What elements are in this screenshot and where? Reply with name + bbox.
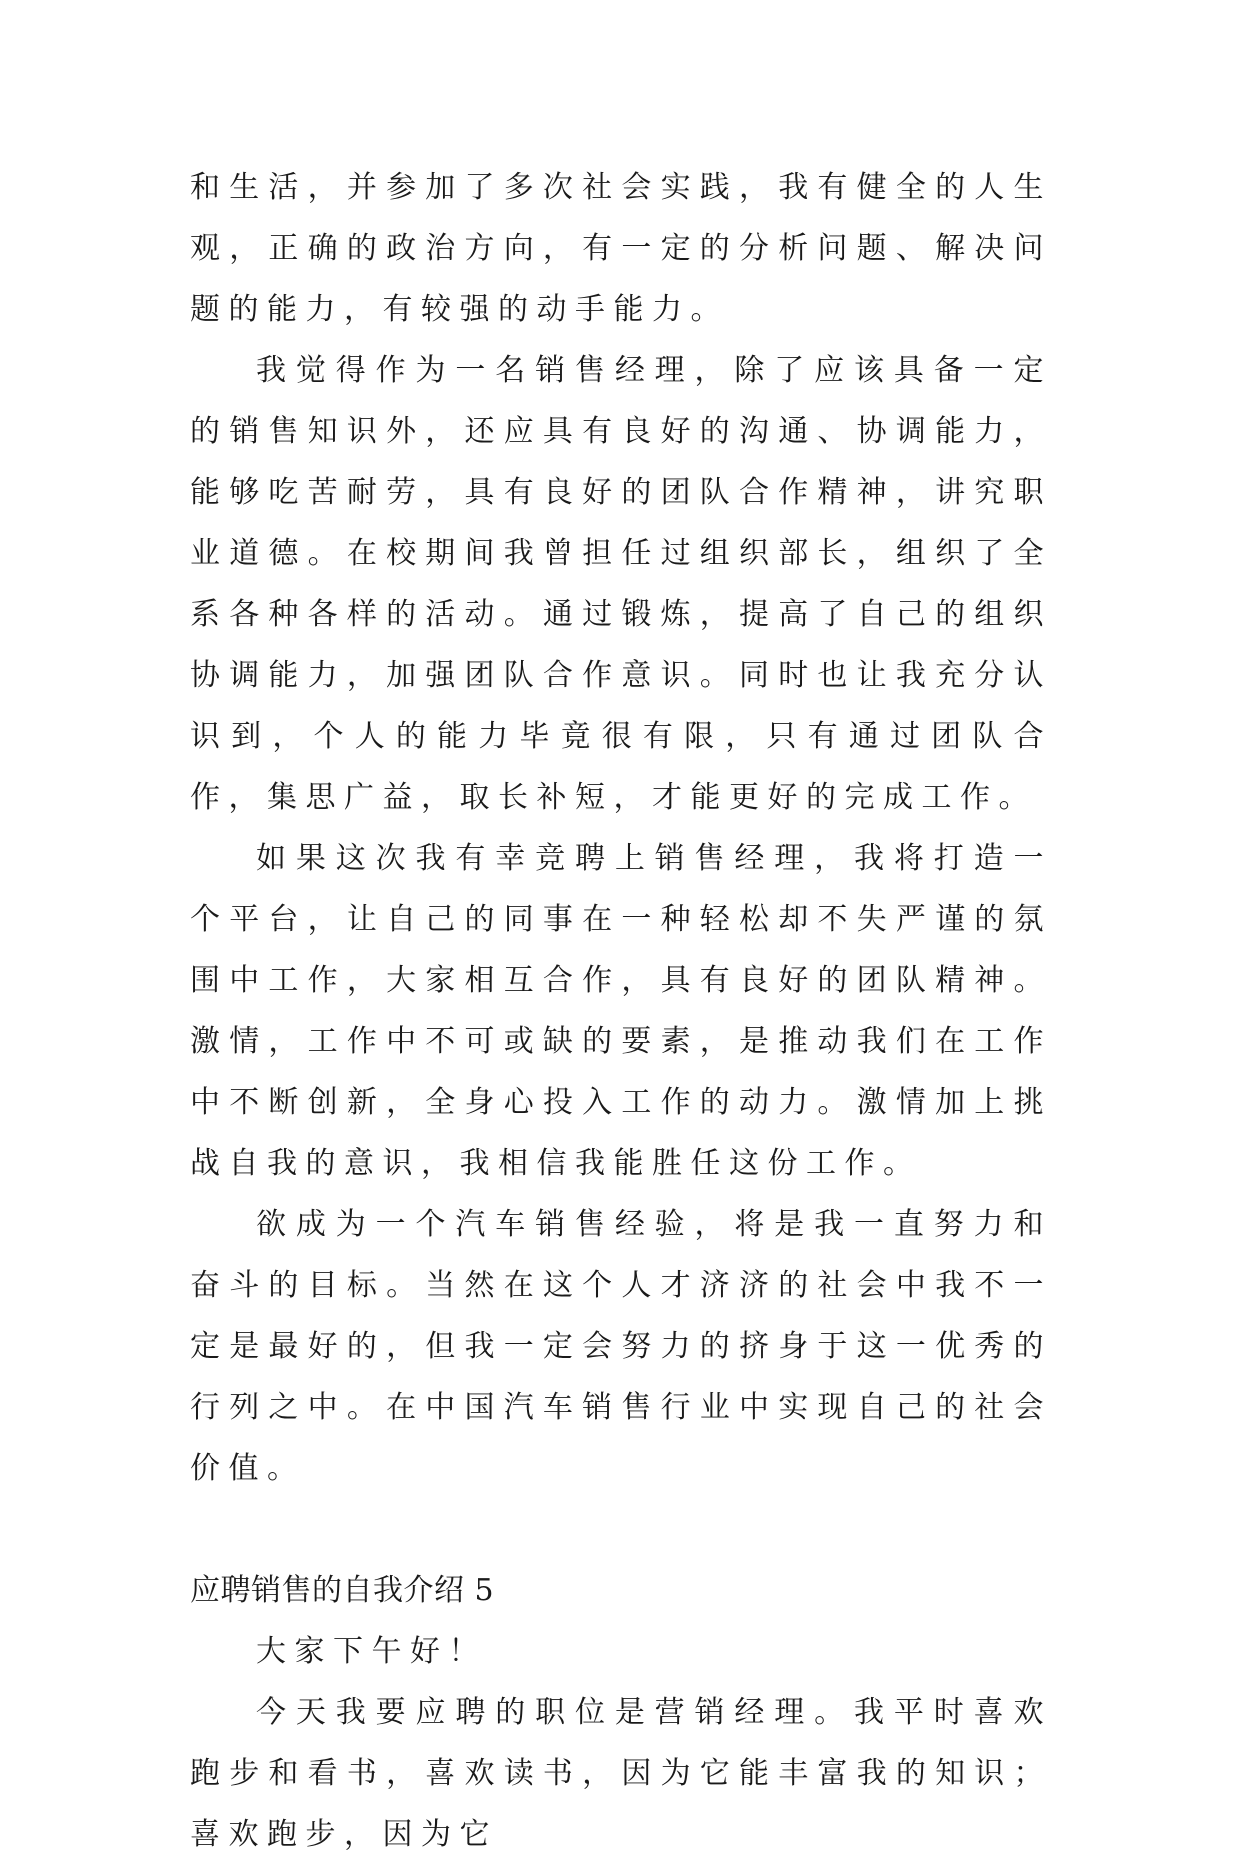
paragraph-goal: 欲成为一个汽车销售经验，将是我一直努力和奋斗的目标。当然在这个人才济济的社会中我不一定是最好的，但我一定会努力的挤身于这一优秀的行列之中。在中国汽车销售行业中实现自己的社会价值。 bbox=[190, 1207, 1052, 1486]
paragraph-continued: 和生活，并参加了多次社会实践，我有健全的人生观，正确的政治方向，有一定的分析问题、解决问题的能力，有较强的动手能力。 bbox=[190, 170, 1052, 327]
paragraph-sales-manager-qualities: 我觉得作为一名销售经理，除了应该具备一定的销售知识外，还应具有良好的沟通、协调能力，能够吃苦耐劳，具有良好的团队合作精神，讲究职业道德。在校期间我曾担任过组织部长，组织了全系各种各样的活动。通过锻炼，提高了自己的组织协调能力，加强团队合作意识。同时也让我充分认识到，个人的能力毕竟很有限，只有通过团队合作，集思广益，取长补短，才能更好的完成工作。 bbox=[190, 353, 1052, 815]
section-heading: 应聘销售的自我介绍 5 bbox=[190, 1573, 495, 1608]
greeting: 大家下午好！ bbox=[256, 1634, 487, 1669]
document-body bbox=[190, 157, 1052, 1865]
paragraph-position: 今天我要应聘的职位是营销经理。我平时喜欢跑步和看书，喜欢读书，因为它能丰富我的知识；喜欢跑步，因为它 bbox=[190, 1695, 1052, 1852]
section-spacer bbox=[190, 1499, 1052, 1560]
paragraph-if-hired: 如果这次我有幸竞聘上销售经理，我将打造一个平台，让自己的同事在一种轻松却不失严谨的氛围中工作，大家相互合作，具有良好的团队精神。激情，工作中不可或缺的要素，是推动我们在工作中不断创新，全身心投入工作的动力。激情加上挑战自我的意识，我相信我能胜任这份工作。 bbox=[190, 841, 1052, 1181]
